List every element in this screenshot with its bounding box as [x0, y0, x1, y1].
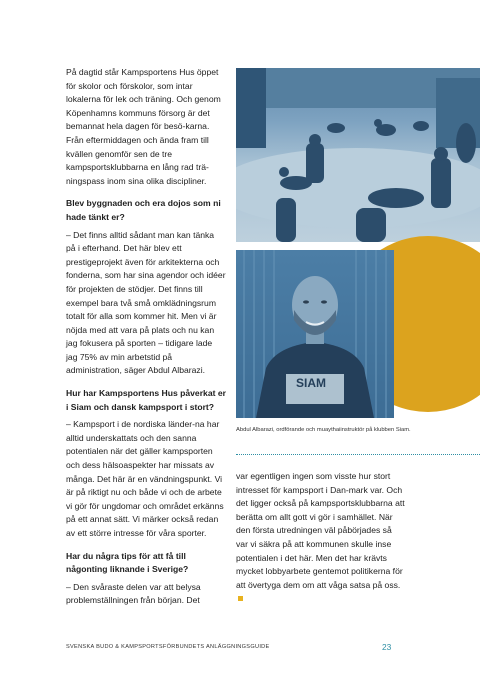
footer-publication-title: SVENSKA BUDO & KAMPSPORTSFÖRBUNDETS ANLÄGGNINGSGUIDE — [66, 644, 270, 650]
right-column-text: var egentligen ingen som visste hur stort intresset för kampsport i Dan-mark var. Och det ligger också på kampsportsklubbarna att berätta om allt gott vi gör i samhället. När den första utredningen väl påbörjades så var vi säkra på att kommunen skulle inse potentialen i det här. Men det har krävts mycket lobbyarbete gentemot politikerna för att övertyga dem om att våga satsa på oss. — [236, 471, 405, 590]
left-column — [66, 66, 226, 608]
portrait-illustration — [236, 250, 394, 418]
training-photo — [236, 68, 480, 242]
page-number: 23 — [382, 642, 392, 652]
hoodie-text: SIAM — [296, 376, 326, 390]
right-column — [236, 470, 406, 606]
dotted-divider — [236, 454, 480, 455]
portrait-photo — [236, 250, 394, 418]
article-end-marker — [238, 596, 243, 601]
answer-1: – Det finns alltid sådant man kan tänka på i efterhand. Det här blev ett prestigeprojekt även för arkitekterna och fonderna, som har sina agendor och idéer för projekten de stödjer. Det finns till exempel bara två små omklädningsrum totalt för alla som kommer hit. Men vi är nöjda med att vara på plats och nu kan jag fokusera på sporten – tidigare lade jag 75% av min arbetstid på administration, säger Abdul Albarazi. — [66, 229, 226, 376]
intro-paragraph: På dagtid står Kampsportens Hus öppet för skolor och förskolor, som intar lokalerna för lek och träning. Och genom Köpenhamns kommuns försorg är det bemannat hela dagen för besö-karna. Från eftermiddagen och ända fram till kvällen genomför sen de tre kampsportsklubbarna en lång rad trä-ningspass inom sina olika discipliner. — [66, 67, 221, 186]
training-photo-illustration — [236, 68, 480, 242]
answer-3: – Den svåraste delen var att belysa problemställningen från början. Det — [66, 581, 201, 606]
question-2: Hur har Kampsportens Hus påverkat er i Siam och dansk kampsport i stort? — [66, 388, 226, 412]
question-3: Har du några tips för att få till någonting liknande i Sverige? — [66, 550, 189, 575]
question-1: Blev byggnaden och era dojos som ni hade tänkt er? — [66, 198, 221, 222]
answer-2: – Kampsport i de nordiska länder-na har alltid underskattats och den sanna potentialen när det gäller kampsporten och dess hälsoaspekter har missats av många. Det här är en vändningspunkt. Vi är på riktigt nu och både vi och de arbete vi gör för ungdomar och området erkänns på ett annat sätt. Vi märker också redan av ett större intresse för våra sporter. — [66, 419, 224, 538]
photo-caption: Abdul Albarazi, ordförande och muaythaiinstruktör på klubben Siam. — [236, 427, 411, 433]
